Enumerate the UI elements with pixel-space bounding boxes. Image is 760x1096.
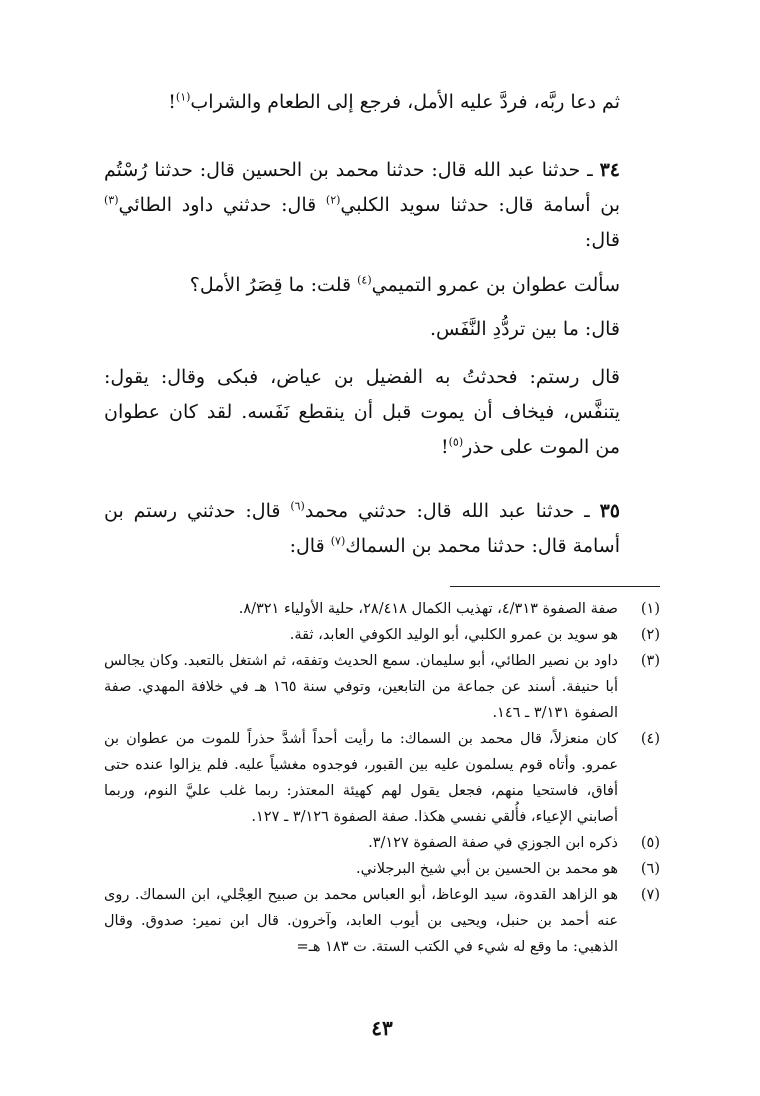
footnote-number: (٧) [640, 887, 660, 903]
rustum-paragraph [104, 360, 660, 465]
footnote-item [104, 596, 660, 622]
footnote-text: هو الزاهد القدوة، سيد الوعاظ، أبو العباس محمد بن صبيح العِجْلي، ابن السماك. روى عنه أحمد بن حنبل، ويحيى بن أيوب العابد، وآخرون. قال ابن نمير: صدوق. وقال الذهبي: ما وقع له شيء في الكتب الستة. ت ١٨٣ هـ= [104, 887, 618, 955]
footnote-ref-5[interactable]: (٥) [448, 435, 464, 449]
footnote-item [104, 856, 660, 882]
footnote-text: ذكره ابن الجوزي في صفة الصفوة ٣/١٢٧. [368, 835, 618, 851]
isnad-text: قال: [584, 229, 620, 251]
footnote-ref-3[interactable]: (٣) [104, 193, 119, 207]
answer-line [104, 312, 660, 347]
footnote-number: (٥) [640, 835, 660, 851]
book-page [104, 0, 660, 1096]
footnote-ref-1[interactable]: (١) [175, 90, 191, 104]
footnote-ref-2[interactable]: (٢) [325, 193, 341, 207]
footnote-text: هو سويد بن عمرو الكلبي، أبو الوليد الكوفي العابد، ثقة. [289, 627, 618, 643]
question-text: سألت عطوان بن عمرو التميمي [371, 274, 620, 296]
footnote-item [104, 648, 660, 726]
intro-text: ثم دعا ربَّه، فردَّ عليه الأمل، فرجع إلى الطعام والشراب [190, 91, 620, 113]
footnote-ref-7[interactable]: (٧) [330, 534, 346, 548]
page-number: ٤٣ [371, 1016, 393, 1040]
isnad-text: قال: حدثني رستم بن أسامة قال: حدثنا محمد بن السماك [104, 500, 620, 557]
isnad-text: ـ حدثنا عبد الله قال: حدثني محمد [304, 500, 600, 522]
narration-35 [104, 494, 660, 564]
answer-text: قال: ما بين تردُّدِ النَّفَس. [429, 318, 620, 340]
footnote-ref-4[interactable]: (٤) [357, 273, 372, 287]
rustum-end: ! [440, 436, 449, 458]
narration-number: ٣٤ [599, 159, 620, 181]
footnote-text: كان منعزلاً، قال محمد بن السماك: ما رأيت أحداً أشدَّ حذراً للموت من عطوان بن عمرو. وأتاه قوم يسلمون عليه بين القبور، فوجدوه مغشياً عليه. فلم يزالوا عنده حتى أفاق، فاستحيا منهم، فجعل يقول لهم كهيئة المعتذر: ربما غلب عليَّ النوم، وربما أصابني الإعياء، فأُلقي نفسي هكذا. صفة الصفوة ٣/١٢٦ ـ ١٢٧. [104, 731, 618, 825]
question-line [104, 268, 660, 303]
isnad-text: قال: حدثني داود الطائي [118, 194, 326, 216]
footnote-number: (١) [640, 601, 660, 617]
footnote-item [104, 726, 660, 830]
isnad-text: قال: [289, 535, 331, 557]
footnote-text: هو محمد بن الحسين بن أبي شيخ البرجلاني. [355, 861, 618, 877]
footnote-item [104, 622, 660, 648]
narration-number: ٣٥ [599, 500, 620, 522]
narration-34 [104, 153, 660, 258]
footnote-item [104, 882, 660, 960]
footnotes [104, 596, 660, 960]
isnad-text: ـ حدثنا عبد الله قال: حدثنا محمد بن الحسين قال: حدثنا رُسْتُم بن أسامة قال: حدثنا سويد الكلبي [104, 159, 620, 216]
footnote-number: (٢) [640, 627, 660, 643]
footnote-text: صفة الصفوة ٤/٣١٣، تهذيب الكمال ٢٨/٤١٨، حلية الأولياء ٨/٣٢١. [238, 601, 618, 617]
footnote-divider [450, 586, 660, 587]
question-end: قلت: ما قِصَرُ الأمل؟ [189, 274, 358, 296]
footnote-number: (٦) [640, 861, 660, 877]
footnote-number: (٤) [640, 731, 660, 747]
intro-end: ! [168, 91, 176, 113]
footnote-ref-6[interactable]: (٦) [290, 499, 305, 513]
rustum-text: قال رستم: فحدثتُ به الفضيل بن عياض، فبكى وقال: يقول: يتنفَّس، فيخاف أن يموت قبل أن ينقطع نَفَسه. لقد كان عطوان من الموت على حذر [104, 366, 620, 458]
intro-paragraph [104, 85, 660, 120]
footnote-number: (٣) [640, 653, 660, 669]
footnote-text: داود بن نصير الطائي، أبو سليمان. سمع الحديث وتفقه، ثم اشتغل بالتعبد. وكان يجالس أبا حنيفة. أسند عن جماعة من التابعين، وتوفي سنة ١٦٥ هـ في خلافة المهدي. صفة الصفوة ٣/١٣١ ـ ١٤٦. [104, 653, 618, 721]
footnote-item [104, 830, 660, 856]
